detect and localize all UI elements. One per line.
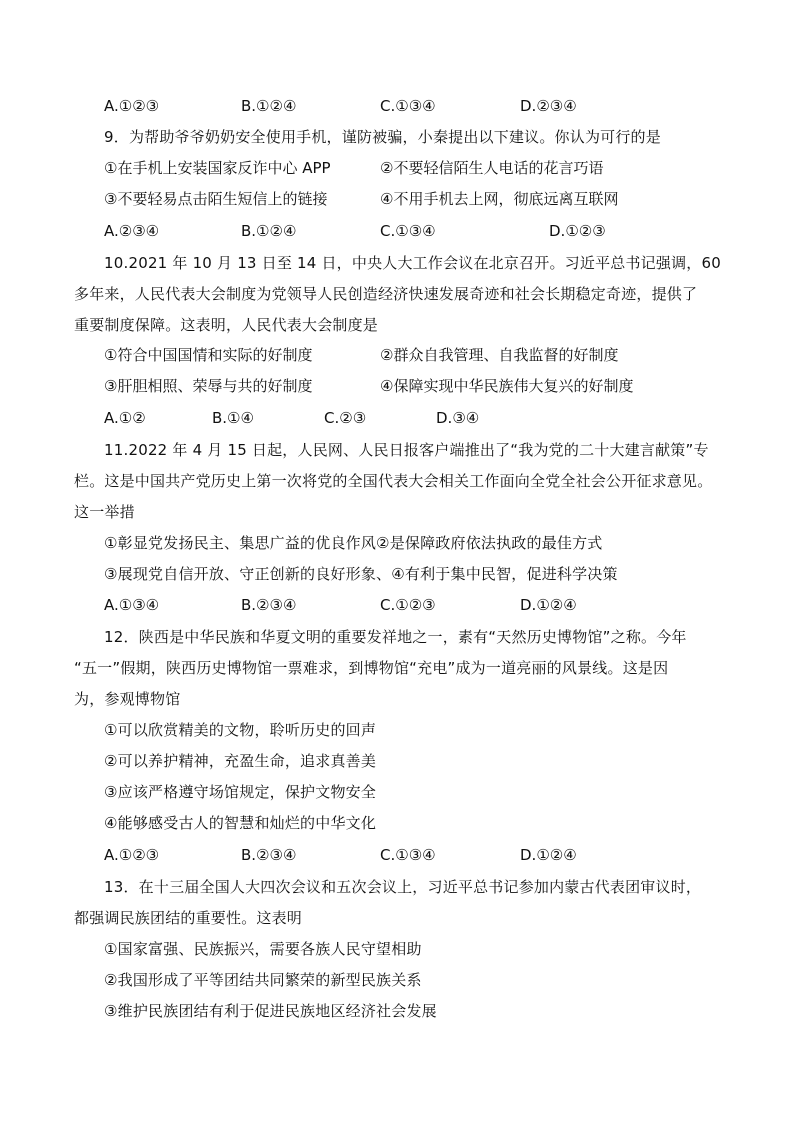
q10-statement-2: ②群众自我管理、自我监督的好制度: [380, 346, 619, 364]
q9-option-d: D.①②③: [549, 222, 606, 240]
q10-stem-line-1: 10.2021 年 10 月 13 日至 14 日，中央人大工作会议在北京召开。习近平总书记强调，60: [104, 254, 721, 272]
q11-option-a: A.①③④: [104, 596, 160, 614]
q11-option-c: C.①②③: [380, 596, 436, 614]
q11-statements-1-2: ①彰显党发扬民主、集思广益的优良作风②是保障政府依法执政的最佳方式: [104, 534, 603, 552]
q8-option-d: D.②③④: [520, 97, 577, 115]
q8-option-c: C.①③④: [380, 97, 436, 115]
q12-statement-1: ①可以欣赏精美的文物，聆听历史的回声: [104, 721, 377, 739]
q12-option-d: D.①②④: [520, 846, 577, 864]
q12-stem-line-2: “五一”假期，陕西历史博物馆一票难求，到博物馆“充电”成为一道亮丽的风景线。这是因: [74, 659, 669, 677]
q13-statement-3: ③维护民族团结有利于促进民族地区经济社会发展: [104, 1002, 437, 1020]
q8-option-b: B.①②④: [241, 97, 297, 115]
q12-statement-4: ④能够感受古人的智慧和灿烂的中华文化: [104, 814, 377, 832]
q11-option-d: D.①②④: [520, 596, 577, 614]
q10-stem-line-3: 重要制度保障。这表明，人民代表大会制度是: [74, 316, 379, 334]
q9-statement-1: ①在手机上安装国家反诈中心 APP: [104, 159, 331, 177]
q11-stem-line-1: 11.2022 年 4 月 15 日起，人民网、人民日报客户端推出了“我为党的二十大建言献策”专: [104, 441, 709, 459]
q9-statement-3: ③不要轻易点击陌生短信上的链接: [104, 190, 328, 208]
q12-option-b: B.②③④: [241, 846, 297, 864]
q10-statement-3: ③肝胆相照、荣辱与共的好制度: [104, 377, 313, 395]
q12-stem-line-3: 为，参观博物馆: [74, 690, 181, 708]
q13-statement-2: ②我国形成了平等团结共同繁荣的新型民族关系: [104, 971, 422, 989]
q12-statement-3: ③应该严格遵守场馆规定，保护文物安全: [104, 783, 377, 801]
q10-option-b: B.①④: [212, 409, 254, 427]
q9-statement-4: ④不用手机去上网，彻底远离互联网: [380, 190, 619, 208]
q11-stem-line-3: 这一举措: [74, 503, 135, 521]
q12-stem-line-1: 12．陕西是中华民族和华夏文明的重要发祥地之一，素有“天然历史博物馆”之称。今年: [104, 628, 687, 646]
q13-statement-1: ①国家富强、民族振兴，需要各族人民守望相助: [104, 940, 422, 958]
q9-option-a: A.②③④: [104, 222, 160, 240]
q10-statement-4: ④保障实现中华民族伟大复兴的好制度: [380, 377, 634, 395]
q12-option-c: C.①③④: [380, 846, 436, 864]
q11-statements-3-4: ③展现党自信开放、守正创新的良好形象、④有利于集中民智，促进科学决策: [104, 565, 618, 583]
q10-option-c: C.②③: [324, 409, 367, 427]
q10-option-a: A.①②: [104, 409, 146, 427]
q10-statement-1: ①符合中国国情和实际的好制度: [104, 346, 313, 364]
q11-option-b: B.②③④: [241, 596, 297, 614]
q13-stem-line-2: 都强调民族团结的重要性。这表明: [74, 909, 303, 927]
q9-option-b: B.①②④: [241, 222, 297, 240]
q13-stem-line-1: 13．在十三届全国人大四次会议和五次会议上，习近平总书记参加内蒙古代表团审议时，: [104, 878, 702, 896]
q10-stem-line-2: 多年来，人民代表大会制度为党领导人民创造经济快速发展奇迹和社会长期稳定奇迹，提供了: [74, 285, 698, 303]
q12-statement-2: ②可以养护精神，充盈生命，追求真善美: [104, 752, 377, 770]
q9-option-c: C.①③④: [380, 222, 436, 240]
q10-option-d: D.③④: [436, 409, 480, 427]
q9-statement-2: ②不要轻信陌生人电话的花言巧语: [380, 159, 604, 177]
q12-option-a: A.①②③: [104, 846, 160, 864]
q11-stem-line-2: 栏。这是中国共产党历史上第一次将党的全国代表大会相关工作面向全党全社会公开征求意见。: [74, 472, 713, 490]
q9-stem: 9．为帮助爷爷奶奶安全使用手机，谨防被骗，小秦提出以下建议。你认为可行的是: [104, 128, 661, 146]
q8-option-a: A.①②③: [104, 97, 160, 115]
